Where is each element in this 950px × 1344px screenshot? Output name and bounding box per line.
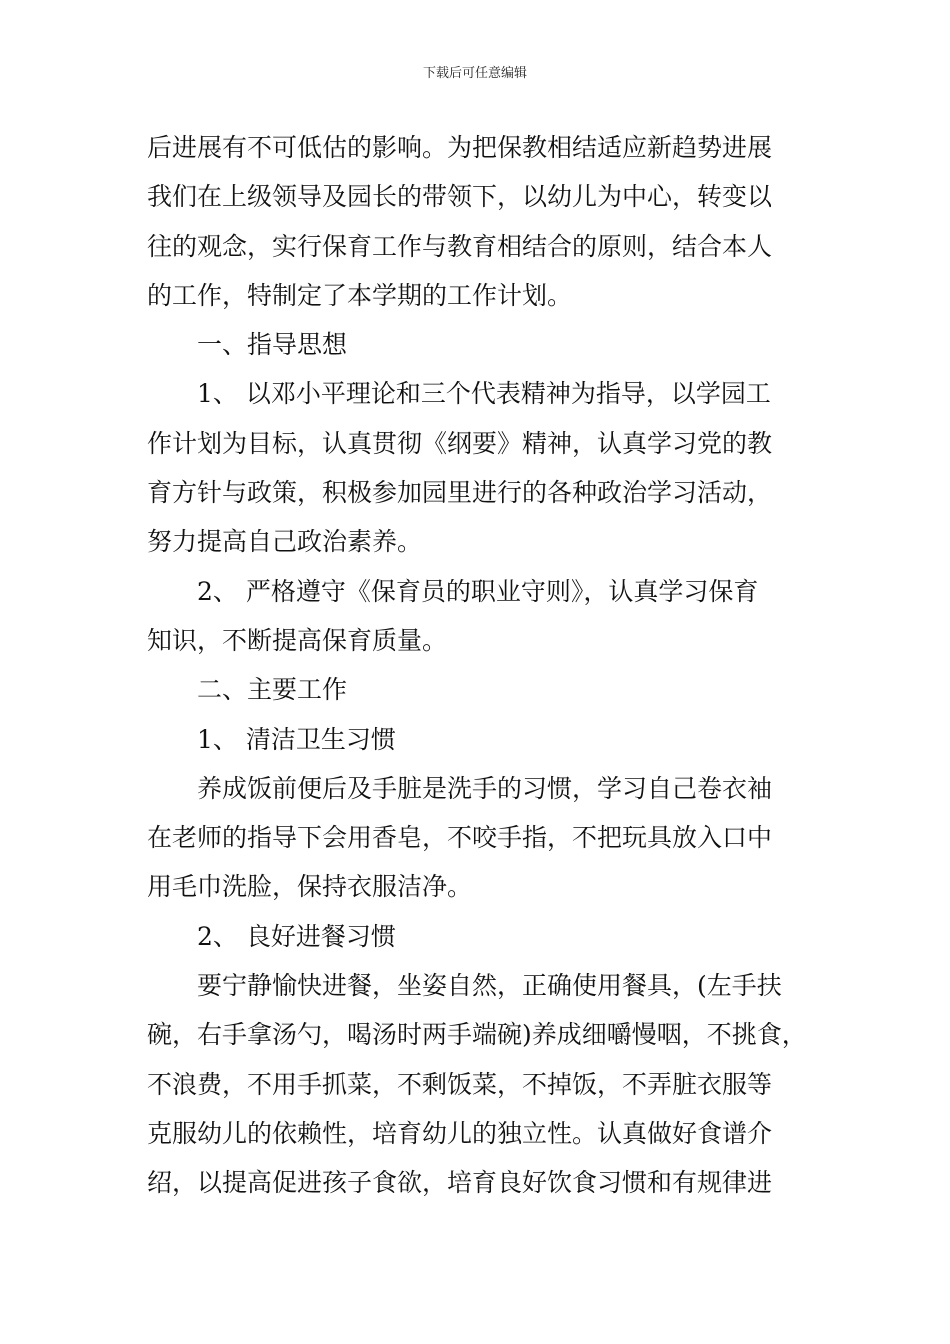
section-heading-guiding-thought: 一、指导思想 <box>197 330 348 360</box>
subsection-heading-eating: 2、 良好进餐习惯 <box>197 921 396 951</box>
paragraph-line: 努力提高自己政治素养。 <box>147 527 423 557</box>
paragraph-line: 绍，以提高促进孩子食欲，培育良好饮食习惯和有规律进 <box>147 1168 773 1198</box>
paragraph-line: 2、 严格遵守《保育员的职业守则》，认真学习保育 <box>197 576 759 606</box>
header-note: 下载后可任意编辑 <box>422 66 527 81</box>
paragraph-line: 在老师的指导下会用香皂，不咬手指，不把玩具放入口中 <box>147 823 773 853</box>
paragraph-line: 作计划为目标，认真贯彻《纲要》精神，认真学习党的教 <box>147 428 773 458</box>
paragraph-line: 养成饭前便后及手脏是洗手的习惯，学习自己卷衣袖 <box>197 773 773 803</box>
paragraph-line: 1、 以邓小平理论和三个代表精神为指导，以学园工 <box>197 379 771 409</box>
paragraph-line: 的工作，特制定了本学期的工作计划。 <box>147 280 573 310</box>
paragraph-line: 克服幼儿的依赖性，培育幼儿的独立性。认真做好食谱介 <box>147 1118 773 1148</box>
paragraph-line: 不浪费，不用手抓菜，不剩饭菜，不掉饭，不弄脏衣服等 <box>147 1069 773 1099</box>
paragraph-line: 我们在上级领导及园长的带领下，以幼儿为中心，转变以 <box>147 182 773 212</box>
paragraph-line: 往的观念，实行保育工作与教育相结合的原则，结合本人 <box>147 231 773 261</box>
paragraph-line: 碗，右手拿汤勺，喝汤时两手端碗)养成细嚼慢咽，不挑食， <box>147 1020 807 1050</box>
paragraph-line: 育方针与政策，积极参加园里进行的各种政治学习活动， <box>147 478 773 508</box>
document-body <box>147 128 827 1213</box>
paragraph-line: 要宁静愉快进餐，坐姿自然，正确使用餐具，(左手扶 <box>197 971 782 1001</box>
paragraph-line: 知识，不断提高保育质量。 <box>147 625 448 655</box>
section-heading-main-work: 二、主要工作 <box>197 675 348 705</box>
paragraph-line: 用毛巾洗脸，保持衣服洁净。 <box>147 872 473 902</box>
subsection-heading-hygiene: 1、 清洁卫生习惯 <box>197 724 396 754</box>
paragraph-line: 后进展有不可低估的影响。为把保教相结适应新趋势进展 <box>147 133 773 162</box>
